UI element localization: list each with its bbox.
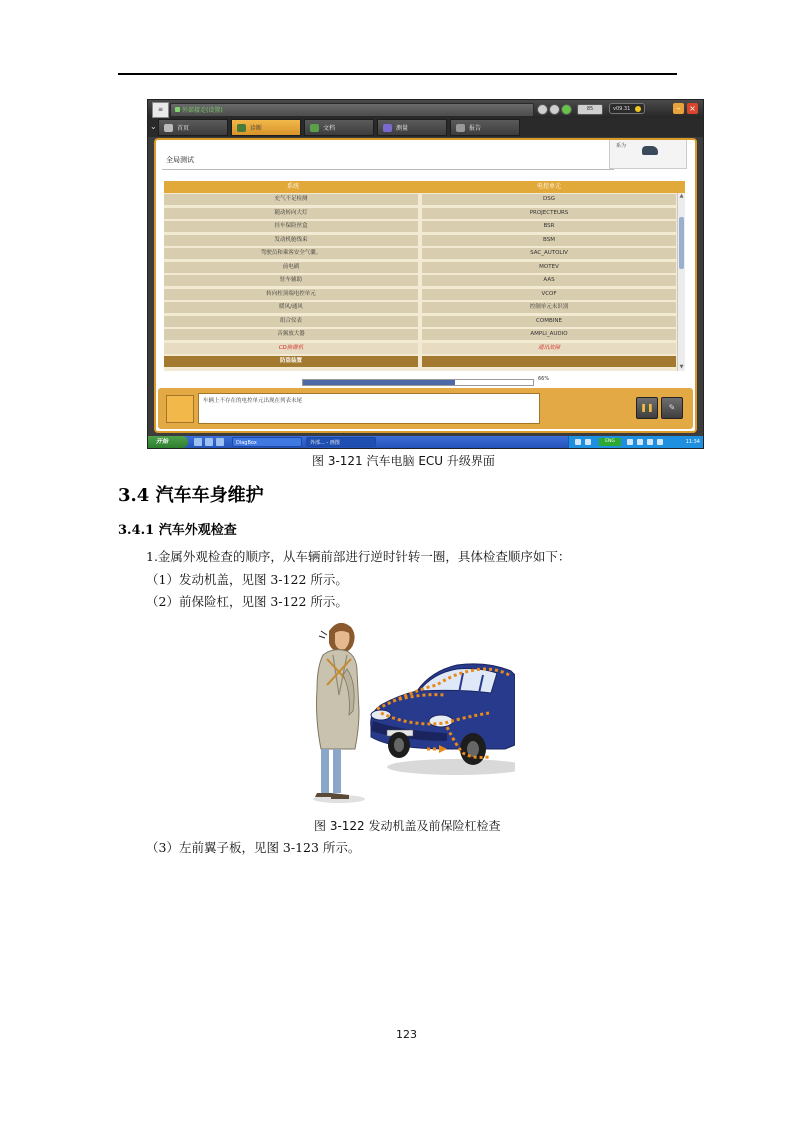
system-cell: 随动转向大灯 (164, 208, 418, 219)
app-logo-icon: ≡ (152, 102, 169, 118)
tray-volume-icon[interactable] (585, 439, 591, 445)
report-icon (456, 124, 465, 132)
system-cell: 音频放大器 (164, 329, 418, 340)
global-test-panel (154, 138, 697, 433)
table-scrollbar[interactable] (677, 193, 685, 371)
tab-diagnosis[interactable]: 诊断 (231, 119, 301, 136)
vehicle-tag-label: 系为 (616, 143, 627, 149)
close-button[interactable]: × (687, 103, 698, 114)
ecu-cell (422, 356, 676, 367)
table-row[interactable] (164, 356, 676, 367)
table-row[interactable] (164, 316, 676, 327)
page-number: 123 (396, 1028, 417, 1041)
table-row[interactable] (164, 208, 676, 219)
car-inspection-drawing (307, 609, 515, 810)
step-2: （2）前保险杠，见图 3-122 所示。 (146, 594, 348, 609)
ecu-cell: COMBINE (422, 316, 676, 327)
main-tabbar (148, 118, 703, 137)
battery-indicator: 85 (577, 104, 603, 115)
measure-icon (383, 124, 392, 132)
system-cell: CD换碟机 (164, 343, 418, 354)
tab-report[interactable]: 报告 (450, 119, 520, 136)
table-row[interactable] (164, 289, 676, 300)
panel-title: 全局测试 (166, 156, 194, 164)
ecu-cell: DSG (422, 194, 676, 205)
quicklaunch-ie-icon[interactable] (194, 438, 202, 446)
tray-app-icon[interactable] (647, 439, 653, 445)
column-header-ecu: 电控单元 (536, 183, 561, 190)
app-titlebar (148, 100, 703, 118)
inspector-figure (315, 623, 359, 799)
table-row[interactable] (164, 221, 676, 232)
progress-percent: 66% (538, 376, 550, 382)
ecu-cell: SAC_AUTOLIV (422, 248, 676, 259)
tray-clock: 11:34 (685, 439, 700, 445)
ecu-cell: VCOF (422, 289, 676, 300)
table-row[interactable] (164, 329, 676, 340)
scroll-down-icon[interactable]: ▼ (679, 364, 684, 370)
panel-divider (162, 169, 614, 170)
system-cell: 发动机舱线束 (164, 235, 418, 246)
ecu-cell: BSR (422, 221, 676, 232)
car-icon (642, 146, 658, 155)
subsection-heading: 3.4.1 汽车外观检查 (118, 523, 237, 538)
pause-button[interactable]: ❚❚ (636, 397, 658, 419)
app-title: 外部接走(设置) (175, 105, 223, 114)
app-title-box (170, 103, 534, 117)
tray-network-icon[interactable] (575, 439, 581, 445)
help-icon[interactable] (549, 104, 560, 115)
diagnosis-icon (237, 124, 246, 132)
settings-icon[interactable] (537, 104, 548, 115)
task-diagbox[interactable]: DiagBox (232, 437, 302, 447)
system-cell: 挂车保险丝盒 (164, 221, 418, 232)
system-cell: 转向柱顶端电控单元 (164, 289, 418, 300)
message-footer (158, 388, 693, 429)
system-cell: 前电刷 (164, 262, 418, 273)
connection-status-icon (561, 104, 572, 115)
chevron-down-icon[interactable]: ⌄ (150, 122, 157, 131)
diagnostic-app-screenshot (147, 99, 704, 449)
documents-icon (310, 124, 319, 132)
car-inspection-illustration (307, 609, 515, 810)
windows-taskbar (148, 436, 703, 448)
status-led-icon (635, 106, 641, 112)
test-progress-bar (302, 379, 534, 386)
start-button[interactable]: 开始 (148, 436, 188, 448)
section-heading: 3.4 汽车车身维护 (118, 485, 264, 506)
tools-button[interactable]: ✎ (661, 397, 683, 419)
table-header (164, 181, 685, 193)
system-cell: 暖风/通风 (164, 302, 418, 313)
header-rule (118, 73, 677, 75)
message-box (198, 393, 540, 424)
tray-app-icon[interactable] (637, 439, 643, 445)
input-method-badge[interactable]: ENG (599, 438, 621, 446)
progress-fill (303, 380, 455, 385)
system-cell: 充气不足检测 (164, 194, 418, 205)
tray-app-icon[interactable] (657, 439, 663, 445)
status-square (166, 395, 194, 423)
ecu-cell: AAS (422, 275, 676, 286)
system-cell: 驻车辅助 (164, 275, 418, 286)
figure-3-121-caption: 图 3-121 汽车电脑 ECU 升级界面 (312, 454, 495, 468)
table-row[interactable] (164, 275, 676, 286)
ecu-cell: 通讯故障 (422, 343, 676, 354)
table-row[interactable] (164, 343, 676, 354)
quicklaunch-media-icon[interactable] (216, 438, 224, 446)
step-1: （1）发动机盖，见图 3-122 所示。 (146, 572, 348, 587)
message-text: 车辆上不存在的电控单元出现在列表末尾 (203, 398, 303, 404)
home-icon (164, 124, 173, 132)
column-header-system: 系统 (286, 183, 299, 190)
task-paint[interactable]: 外部... - 画图 (306, 437, 376, 447)
intro-paragraph: 1.金属外观检查的顺序，从车辆前部进行逆时针转一圈，具体检查顺序如下： (146, 549, 571, 564)
system-cell: 驾驶员和乘客安全气囊。 (164, 248, 418, 259)
car-figure (371, 664, 515, 765)
version-badge: v09.31 (609, 103, 645, 114)
ecu-cell: AMPLI_AUDIO (422, 329, 676, 340)
step-3: （3）左前翼子板，见图 3-123 所示。 (146, 840, 361, 855)
table-row[interactable] (164, 248, 676, 259)
figure-3-122-caption: 图 3-122 发动机盖及前保险杠检查 (314, 819, 501, 833)
ecu-cell: MOTEV (422, 262, 676, 273)
table-row[interactable] (164, 235, 676, 246)
scroll-up-icon[interactable]: ▲ (679, 193, 684, 199)
tab-home[interactable]: 首页 (158, 119, 228, 136)
quicklaunch-desktop-icon[interactable] (205, 438, 213, 446)
tray-app-icon[interactable] (627, 439, 633, 445)
system-cell: 防盗装置 (164, 356, 418, 367)
table-row[interactable] (164, 262, 676, 273)
scroll-thumb[interactable] (679, 217, 684, 269)
minimize-button[interactable]: – (673, 103, 684, 114)
ecu-cell: BSM (422, 235, 676, 246)
tab-measure[interactable]: 测量 (377, 119, 447, 136)
tab-documents[interactable]: 文档 (304, 119, 374, 136)
table-row[interactable] (164, 194, 676, 205)
vehicle-tag (609, 140, 687, 169)
table-row[interactable] (164, 302, 676, 313)
ecu-table (164, 181, 685, 371)
ecu-cell: PROJECTEURS (422, 208, 676, 219)
system-cell: 组合仪表 (164, 316, 418, 327)
ecu-cell: 控制单元未识别 (422, 302, 676, 313)
system-tray (568, 436, 704, 448)
